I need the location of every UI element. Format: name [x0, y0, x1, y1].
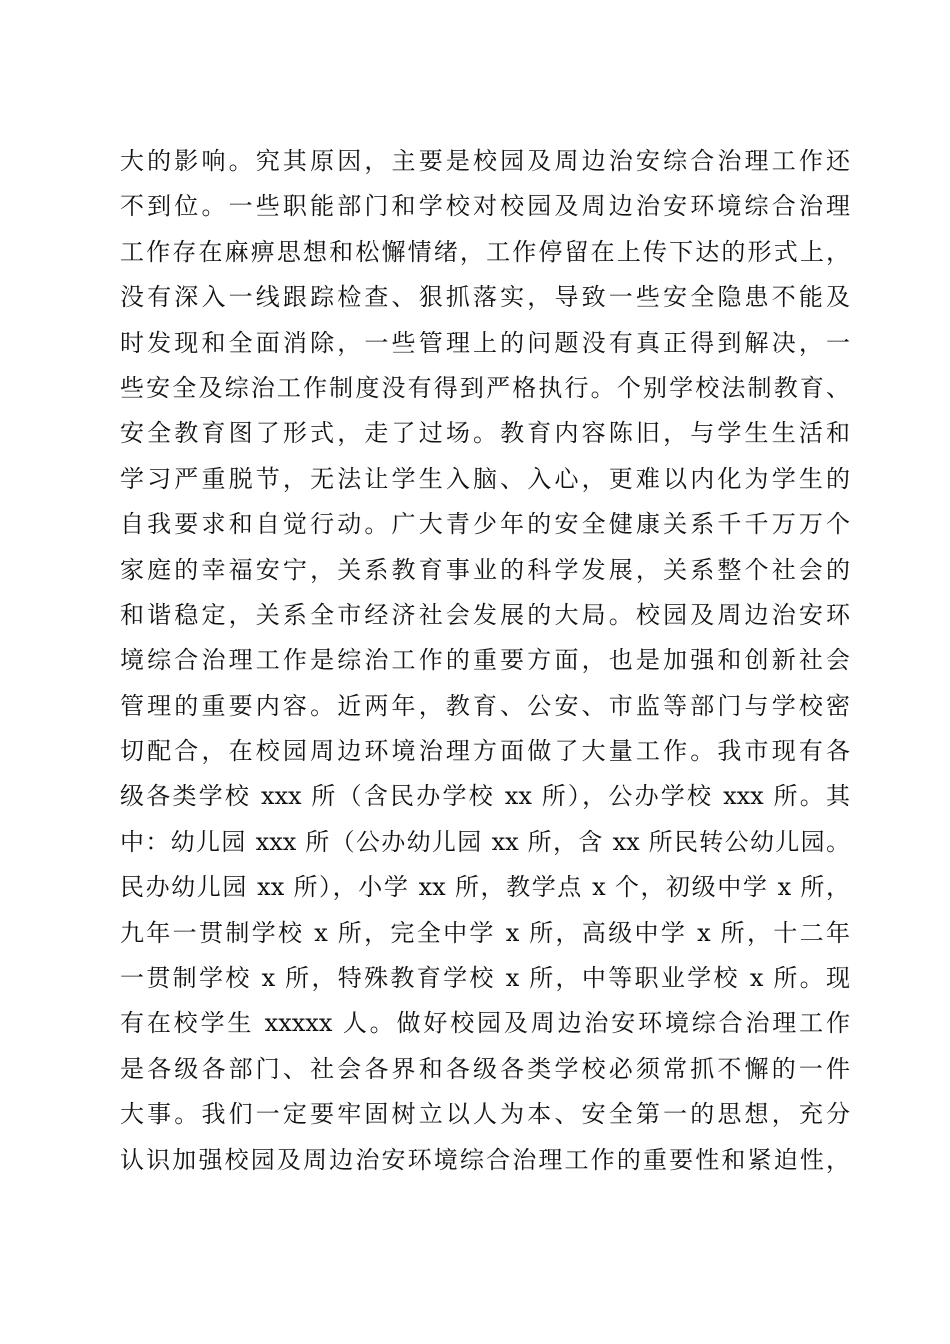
- body-text: [120, 139, 850, 1183]
- text-line: 不到位。一些职能部门和学校对校园及周边治安环境综合治理: [120, 192, 850, 221]
- text-line: 九年一贯制学校 x 所，完全中学 x 所，高级中学 x 所，十二年: [120, 918, 850, 947]
- text-line: 是各级各部门、社会各界和各级各类学校必须常抓不懈的一件: [120, 1054, 850, 1083]
- text-line: 境综合治理工作是综治工作的重要方面，也是加强和创新社会: [120, 646, 850, 675]
- text-line: 时发现和全面消除，一些管理上的问题没有真正得到解决，一: [120, 328, 850, 357]
- text-line: 没有深入一线跟踪检查、狠抓落实，导致一些安全隐患不能及: [120, 283, 850, 312]
- text-line: 自我要求和自觉行动。广大青少年的安全健康关系千千万万个: [120, 510, 850, 539]
- text-line: 中：幼儿园 xxx 所（公办幼儿园 xx 所，含 xx 所民转公幼儿园。: [120, 827, 850, 856]
- text-line: 一贯制学校 x 所，特殊教育学校 x 所，中等职业学校 x 所。现: [120, 964, 850, 993]
- text-line: 切配合，在校园周边环境治理方面做了大量工作。我市现有各: [120, 737, 850, 766]
- text-line: 认识加强校园及周边治安环境综合治理工作的重要性和紧迫性，: [120, 1145, 850, 1174]
- text-line: 些安全及综治工作制度没有得到严格执行。个别学校法制教育、: [120, 373, 850, 402]
- text-line: 工作存在麻痹思想和松懈情绪，工作停留在上传下达的形式上，: [120, 237, 850, 266]
- text-line: 有在校学生 xxxxx 人。做好校园及周边治安环境综合治理工作: [120, 1009, 850, 1038]
- text-line: 民办幼儿园 xx 所），小学 xx 所，教学点 x 个，初级中学 x 所，: [120, 873, 850, 902]
- text-line: 大的影响。究其原因，主要是校园及周边治安综合治理工作还: [120, 147, 850, 175]
- text-line: 学习严重脱节，无法让学生入脑、入心，更难以内化为学生的: [120, 464, 850, 493]
- text-line: 家庭的幸福安宁，关系教育事业的科学发展，关系整个社会的: [120, 555, 850, 584]
- text-line: 级各类学校 xxx 所（含民办学校 xx 所），公办学校 xxx 所。其: [120, 782, 850, 811]
- text-line: 管理的重要内容。近两年，教育、公安、市监等部门与学校密: [120, 691, 850, 720]
- text-line: 大事。我们一定要牢固树立以人为本、安全第一的思想，充分: [120, 1100, 850, 1129]
- text-line: 和谐稳定，关系全市经济社会发展的大局。校园及周边治安环: [120, 600, 850, 629]
- text-line: 安全教育图了形式，走了过场。教育内容陈旧，与学生生活和: [120, 419, 850, 448]
